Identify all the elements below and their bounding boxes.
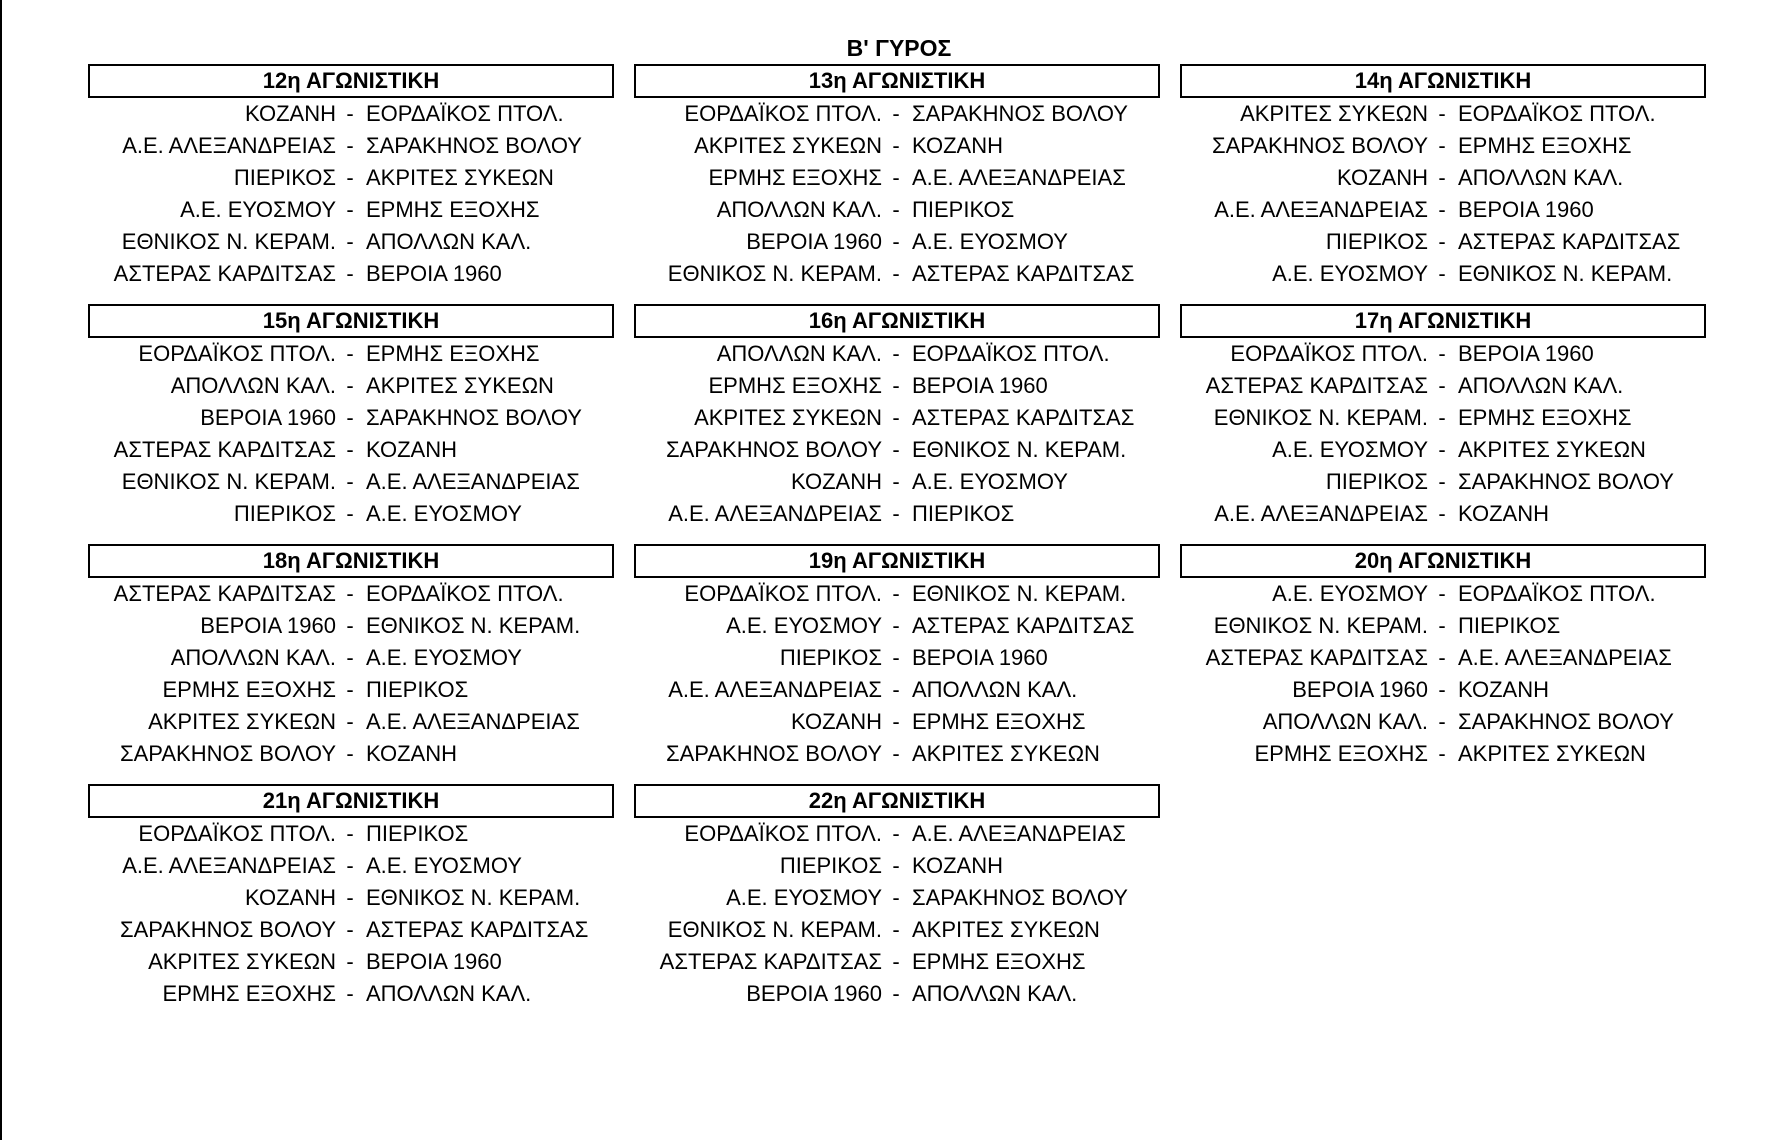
away-team: ΣΑΡΑΚΗΝΟΣ ΒΟΛΟΥ: [366, 133, 582, 158]
page-title: Β' ΓΥΡΟΣ: [846, 35, 952, 61]
match-row: [634, 914, 1160, 946]
match-row: [1180, 194, 1706, 226]
away-team: ΣΑΡΑΚΗΝΟΣ ΒΟΛΟΥ: [912, 101, 1128, 126]
home-team: ΕΟΡΔΑΪΚΟΣ ΠΤΟΛ.: [684, 101, 882, 126]
match-separator: -: [1438, 341, 1446, 366]
home-team: ΣΑΡΑΚΗΝΟΣ ΒΟΛΟΥ: [120, 741, 336, 766]
home-team: ΚΟΖΑΝΗ: [1337, 165, 1428, 190]
home-team: ΕΡΜΗΣ ΕΞΟΧΗΣ: [162, 677, 336, 702]
match-separator: -: [346, 405, 354, 430]
round-header: 20η ΑΓΩΝΙΣΤΙΚΗ: [1180, 544, 1706, 578]
away-team: ΑΚΡΙΤΕΣ ΣΥΚΕΩΝ: [366, 373, 554, 398]
round-block: [634, 64, 1160, 290]
match-row: [1180, 578, 1706, 610]
match-separator: -: [892, 853, 900, 878]
match-row: [88, 338, 614, 370]
away-team: ΑΠΟΛΛΩΝ ΚΑΛ.: [366, 981, 532, 1006]
match-separator: -: [346, 645, 354, 670]
match-row: [88, 642, 614, 674]
away-team: ΕΟΡΔΑΪΚΟΣ ΠΤΟΛ.: [1458, 581, 1656, 606]
match-separator: -: [1438, 613, 1446, 638]
round-header: 19η ΑΓΩΝΙΣΤΙΚΗ: [634, 544, 1160, 578]
away-team: ΕΡΜΗΣ ΕΞΟΧΗΣ: [912, 709, 1086, 734]
away-team: ΕΘΝΙΚΟΣ Ν. ΚΕΡΑΜ.: [912, 581, 1127, 606]
match-separator: -: [892, 741, 900, 766]
match-row: [634, 946, 1160, 978]
match-row: [1180, 466, 1706, 498]
home-team: ΚΟΖΑΝΗ: [245, 885, 336, 910]
match-separator: -: [1438, 261, 1446, 286]
match-separator: -: [892, 917, 900, 942]
match-separator: -: [892, 341, 900, 366]
home-team: ΑΚΡΙΤΕΣ ΣΥΚΕΩΝ: [694, 405, 882, 430]
match-row: [88, 258, 614, 290]
match-row: [88, 946, 614, 978]
away-team: Α.Ε. ΕΥΟΣΜΟΥ: [366, 853, 522, 878]
match-row: [88, 162, 614, 194]
home-team: ΕΟΡΔΑΪΚΟΣ ΠΤΟΛ.: [138, 341, 336, 366]
home-team: ΑΚΡΙΤΕΣ ΣΥΚΕΩΝ: [694, 133, 882, 158]
match-row: [88, 578, 614, 610]
match-separator: -: [346, 133, 354, 158]
match-row: [634, 466, 1160, 498]
home-team: ΕΡΜΗΣ ΕΞΟΧΗΣ: [708, 165, 882, 190]
match-separator: -: [1438, 405, 1446, 430]
away-team: ΑΠΟΛΛΩΝ ΚΑΛ.: [366, 229, 532, 254]
match-row: [1180, 226, 1706, 258]
match-row: [88, 402, 614, 434]
match-row: [634, 738, 1160, 770]
match-row: [634, 578, 1160, 610]
match-separator: -: [346, 581, 354, 606]
match-separator: -: [346, 101, 354, 126]
match-row: [634, 642, 1160, 674]
match-separator: -: [346, 165, 354, 190]
match-row: [1180, 610, 1706, 642]
match-separator: -: [346, 949, 354, 974]
match-row: [634, 226, 1160, 258]
match-separator: -: [346, 469, 354, 494]
away-team: ΕΡΜΗΣ ΕΞΟΧΗΣ: [366, 197, 540, 222]
match-row: [1180, 370, 1706, 402]
match-row: [1180, 498, 1706, 530]
away-team: ΠΙΕΡΙΚΟΣ: [1458, 613, 1561, 638]
home-team: ΕΟΡΔΑΪΚΟΣ ΠΤΟΛ.: [138, 821, 336, 846]
match-row: [88, 226, 614, 258]
home-team: ΣΑΡΑΚΗΝΟΣ ΒΟΛΟΥ: [666, 741, 882, 766]
home-team: ΑΚΡΙΤΕΣ ΣΥΚΕΩΝ: [148, 949, 336, 974]
home-team: ΒΕΡΟΙΑ 1960: [200, 405, 336, 430]
home-team: ΑΠΟΛΛΩΝ ΚΑΛ.: [170, 645, 336, 670]
match-row: [88, 818, 614, 850]
match-separator: -: [346, 261, 354, 286]
match-row: [1180, 434, 1706, 466]
home-team: ΑΣΤΕΡΑΣ ΚΑΡΔΙΤΣΑΣ: [113, 581, 336, 606]
away-team: ΑΣΤΕΡΑΣ ΚΑΡΔΙΤΣΑΣ: [912, 613, 1135, 638]
match-separator: -: [892, 981, 900, 1006]
match-separator: -: [892, 229, 900, 254]
away-team: ΚΟΖΑΝΗ: [366, 741, 457, 766]
home-team: ΕΡΜΗΣ ΕΞΟΧΗΣ: [162, 981, 336, 1006]
match-separator: -: [892, 709, 900, 734]
match-separator: -: [892, 437, 900, 462]
away-team: ΑΚΡΙΤΕΣ ΣΥΚΕΩΝ: [1458, 741, 1646, 766]
home-team: ΕΘΝΙΚΟΣ Ν. ΚΕΡΑΜ.: [121, 469, 336, 494]
home-team: Α.Ε. ΑΛΕΞΑΝΔΡΕΙΑΣ: [668, 501, 882, 526]
home-team: ΑΠΟΛΛΩΝ ΚΑΛ.: [716, 197, 882, 222]
match-separator: -: [346, 821, 354, 846]
away-team: ΒΕΡΟΙΑ 1960: [1458, 341, 1594, 366]
match-separator: -: [892, 949, 900, 974]
match-row: [634, 850, 1160, 882]
home-team: ΕΟΡΔΑΪΚΟΣ ΠΤΟΛ.: [684, 821, 882, 846]
away-team: ΣΑΡΑΚΗΝΟΣ ΒΟΛΟΥ: [1458, 469, 1674, 494]
match-row: [634, 706, 1160, 738]
match-row: [634, 98, 1160, 130]
home-team: Α.Ε. ΕΥΟΣΜΟΥ: [180, 197, 336, 222]
match-row: [634, 370, 1160, 402]
match-separator: -: [346, 501, 354, 526]
match-row: [634, 818, 1160, 850]
home-team: Α.Ε. ΑΛΕΞΑΝΔΡΕΙΑΣ: [122, 853, 336, 878]
away-team: Α.Ε. ΑΛΕΞΑΝΔΡΕΙΑΣ: [366, 469, 580, 494]
round-header: 14η ΑΓΩΝΙΣΤΙΚΗ: [1180, 64, 1706, 98]
round-block: [1180, 64, 1706, 290]
home-team: ΕΡΜΗΣ ΕΞΟΧΗΣ: [708, 373, 882, 398]
match-row: [634, 978, 1160, 1010]
left-border-line: [0, 0, 2, 1140]
round-header: 18η ΑΓΩΝΙΣΤΙΚΗ: [88, 544, 614, 578]
round-header: 22η ΑΓΩΝΙΣΤΙΚΗ: [634, 784, 1160, 818]
away-team: ΕΘΝΙΚΟΣ Ν. ΚΕΡΑΜ.: [366, 613, 581, 638]
home-team: ΚΟΖΑΝΗ: [791, 469, 882, 494]
away-team: ΕΡΜΗΣ ΕΞΟΧΗΣ: [366, 341, 540, 366]
away-team: ΑΚΡΙΤΕΣ ΣΥΚΕΩΝ: [366, 165, 554, 190]
match-separator: -: [1438, 197, 1446, 222]
match-separator: -: [346, 677, 354, 702]
match-row: [1180, 258, 1706, 290]
match-separator: -: [346, 373, 354, 398]
match-separator: -: [346, 981, 354, 1006]
round-block: [88, 304, 614, 530]
away-team: ΑΚΡΙΤΕΣ ΣΥΚΕΩΝ: [912, 917, 1100, 942]
round-header: 16η ΑΓΩΝΙΣΤΙΚΗ: [634, 304, 1160, 338]
away-team: ΒΕΡΟΙΑ 1960: [912, 373, 1048, 398]
round-block: [1180, 304, 1706, 530]
home-team: ΑΚΡΙΤΕΣ ΣΥΚΕΩΝ: [148, 709, 336, 734]
home-team: ΑΠΟΛΛΩΝ ΚΑΛ.: [170, 373, 336, 398]
away-team: ΕΡΜΗΣ ΕΞΟΧΗΣ: [912, 949, 1086, 974]
home-team: ΣΑΡΑΚΗΝΟΣ ΒΟΛΟΥ: [1212, 133, 1428, 158]
home-team: ΕΘΝΙΚΟΣ Ν. ΚΕΡΑΜ.: [121, 229, 336, 254]
away-team: Α.Ε. ΕΥΟΣΜΟΥ: [912, 229, 1068, 254]
match-row: [634, 402, 1160, 434]
round-block: [634, 304, 1160, 530]
home-team: Α.Ε. ΕΥΟΣΜΟΥ: [1272, 581, 1428, 606]
round-block: [634, 544, 1160, 770]
home-team: ΒΕΡΟΙΑ 1960: [200, 613, 336, 638]
home-team: ΕΡΜΗΣ ΕΞΟΧΗΣ: [1254, 741, 1428, 766]
home-team: Α.Ε. ΑΛΕΞΑΝΔΡΕΙΑΣ: [1214, 197, 1428, 222]
round-header: 15η ΑΓΩΝΙΣΤΙΚΗ: [88, 304, 614, 338]
home-team: ΑΣΤΕΡΑΣ ΚΑΡΔΙΤΣΑΣ: [1205, 645, 1428, 670]
match-separator: -: [1438, 437, 1446, 462]
home-team: ΠΙΕΡΙΚΟΣ: [779, 853, 882, 878]
match-row: [634, 258, 1160, 290]
home-team: ΑΣΤΕΡΑΣ ΚΑΡΔΙΤΣΑΣ: [113, 437, 336, 462]
home-team: ΑΚΡΙΤΕΣ ΣΥΚΕΩΝ: [1240, 101, 1428, 126]
match-separator: -: [892, 645, 900, 670]
home-team: ΕΟΡΔΑΪΚΟΣ ΠΤΟΛ.: [684, 581, 882, 606]
round-header: 17η ΑΓΩΝΙΣΤΙΚΗ: [1180, 304, 1706, 338]
home-team: ΣΑΡΑΚΗΝΟΣ ΒΟΛΟΥ: [120, 917, 336, 942]
home-team: ΑΠΟΛΛΩΝ ΚΑΛ.: [716, 341, 882, 366]
home-team: ΑΣΤΕΡΑΣ ΚΑΡΔΙΤΣΑΣ: [1205, 373, 1428, 398]
home-team: Α.Ε. ΕΥΟΣΜΟΥ: [1272, 437, 1428, 462]
away-team: ΣΑΡΑΚΗΝΟΣ ΒΟΛΟΥ: [912, 885, 1128, 910]
match-separator: -: [892, 405, 900, 430]
away-team: ΚΟΖΑΝΗ: [1458, 501, 1549, 526]
round-block: [634, 784, 1160, 1010]
match-separator: -: [892, 581, 900, 606]
away-team: ΑΣΤΕΡΑΣ ΚΑΡΔΙΤΣΑΣ: [366, 917, 589, 942]
away-team: Α.Ε. ΕΥΟΣΜΟΥ: [366, 501, 522, 526]
home-team: ΑΣΤΕΡΑΣ ΚΑΡΔΙΤΣΑΣ: [113, 261, 336, 286]
match-row: [88, 498, 614, 530]
match-separator: -: [1438, 101, 1446, 126]
away-team: ΒΕΡΟΙΑ 1960: [1458, 197, 1594, 222]
match-separator: -: [1438, 741, 1446, 766]
home-team: ΕΘΝΙΚΟΣ Ν. ΚΕΡΑΜ.: [667, 917, 882, 942]
home-team: ΠΙΕΡΙΚΟΣ: [1325, 229, 1428, 254]
away-team: ΑΠΟΛΛΩΝ ΚΑΛ.: [1458, 165, 1624, 190]
match-separator: -: [346, 741, 354, 766]
away-team: ΕΘΝΙΚΟΣ Ν. ΚΕΡΑΜ.: [912, 437, 1127, 462]
round-block: [88, 64, 614, 290]
away-team: ΑΠΟΛΛΩΝ ΚΑΛ.: [912, 981, 1078, 1006]
away-team: ΑΣΤΕΡΑΣ ΚΑΡΔΙΤΣΑΣ: [1458, 229, 1681, 254]
away-team: ΠΙΕΡΙΚΟΣ: [912, 197, 1015, 222]
away-team: Α.Ε. ΑΛΕΞΑΝΔΡΕΙΑΣ: [366, 709, 580, 734]
away-team: ΣΑΡΑΚΗΝΟΣ ΒΟΛΟΥ: [366, 405, 582, 430]
match-separator: -: [892, 101, 900, 126]
home-team: ΑΣΤΕΡΑΣ ΚΑΡΔΙΤΣΑΣ: [659, 949, 882, 974]
match-row: [634, 498, 1160, 530]
away-team: ΒΕΡΟΙΑ 1960: [366, 261, 502, 286]
round-header: 13η ΑΓΩΝΙΣΤΙΚΗ: [634, 64, 1160, 98]
match-row: [88, 882, 614, 914]
home-team: ΣΑΡΑΚΗΝΟΣ ΒΟΛΟΥ: [666, 437, 882, 462]
match-row: [88, 978, 614, 1010]
away-team: Α.Ε. ΕΥΟΣΜΟΥ: [366, 645, 522, 670]
match-row: [634, 674, 1160, 706]
round-block: [1180, 544, 1706, 770]
match-separator: -: [892, 677, 900, 702]
match-separator: -: [346, 229, 354, 254]
match-separator: -: [892, 885, 900, 910]
match-row: [88, 914, 614, 946]
match-row: [88, 98, 614, 130]
match-separator: -: [892, 373, 900, 398]
away-team: ΕΡΜΗΣ ΕΞΟΧΗΣ: [1458, 133, 1632, 158]
home-team: ΠΙΕΡΙΚΟΣ: [233, 501, 336, 526]
away-team: ΠΙΕΡΙΚΟΣ: [366, 821, 469, 846]
home-team: ΠΙΕΡΙΚΟΣ: [233, 165, 336, 190]
match-row: [88, 466, 614, 498]
match-row: [634, 882, 1160, 914]
match-separator: -: [1438, 677, 1446, 702]
away-team: ΑΠΟΛΛΩΝ ΚΑΛ.: [1458, 373, 1624, 398]
match-row: [1180, 338, 1706, 370]
match-row: [1180, 738, 1706, 770]
away-team: Α.Ε. ΑΛΕΞΑΝΔΡΕΙΑΣ: [912, 821, 1126, 846]
match-row: [1180, 402, 1706, 434]
away-team: ΕΡΜΗΣ ΕΞΟΧΗΣ: [1458, 405, 1632, 430]
away-team: ΕΟΡΔΑΪΚΟΣ ΠΤΟΛ.: [1458, 101, 1656, 126]
match-separator: -: [892, 821, 900, 846]
away-team: ΑΣΤΕΡΑΣ ΚΑΡΔΙΤΣΑΣ: [912, 261, 1135, 286]
away-team: ΒΕΡΟΙΑ 1960: [366, 949, 502, 974]
home-team: ΕΘΝΙΚΟΣ Ν. ΚΕΡΑΜ.: [667, 261, 882, 286]
home-team: ΕΟΡΔΑΪΚΟΣ ΠΤΟΛ.: [1230, 341, 1428, 366]
away-team: ΣΑΡΑΚΗΝΟΣ ΒΟΛΟΥ: [1458, 709, 1674, 734]
match-separator: -: [346, 437, 354, 462]
match-separator: -: [346, 853, 354, 878]
round-block: [88, 544, 614, 770]
home-team: Α.Ε. ΑΛΕΞΑΝΔΡΕΙΑΣ: [1214, 501, 1428, 526]
match-separator: -: [892, 133, 900, 158]
match-separator: -: [346, 709, 354, 734]
home-team: ΚΟΖΑΝΗ: [245, 101, 336, 126]
home-team: ΒΕΡΟΙΑ 1960: [746, 981, 882, 1006]
home-team: Α.Ε. ΕΥΟΣΜΟΥ: [1272, 261, 1428, 286]
match-separator: -: [1438, 645, 1446, 670]
away-team: Α.Ε. ΕΥΟΣΜΟΥ: [912, 469, 1068, 494]
match-separator: -: [892, 469, 900, 494]
away-team: ΚΟΖΑΝΗ: [366, 437, 457, 462]
away-team: ΑΠΟΛΛΩΝ ΚΑΛ.: [912, 677, 1078, 702]
home-team: ΕΘΝΙΚΟΣ Ν. ΚΕΡΑΜ.: [1213, 405, 1428, 430]
away-team: ΠΙΕΡΙΚΟΣ: [366, 677, 469, 702]
match-separator: -: [1438, 501, 1446, 526]
match-row: [1180, 674, 1706, 706]
match-row: [634, 610, 1160, 642]
match-row: [88, 706, 614, 738]
home-team: ΠΙΕΡΙΚΟΣ: [1325, 469, 1428, 494]
home-team: Α.Ε. ΕΥΟΣΜΟΥ: [726, 885, 882, 910]
away-team: ΕΘΝΙΚΟΣ Ν. ΚΕΡΑΜ.: [366, 885, 581, 910]
away-team: ΠΙΕΡΙΚΟΣ: [912, 501, 1015, 526]
match-separator: -: [1438, 373, 1446, 398]
match-separator: -: [1438, 133, 1446, 158]
away-team: ΚΟΖΑΝΗ: [912, 133, 1003, 158]
away-team: ΕΟΡΔΑΪΚΟΣ ΠΤΟΛ.: [912, 341, 1110, 366]
away-team: ΚΟΖΑΝΗ: [912, 853, 1003, 878]
home-team: ΒΕΡΟΙΑ 1960: [1292, 677, 1428, 702]
match-separator: -: [892, 165, 900, 190]
match-row: [634, 434, 1160, 466]
match-separator: -: [1438, 229, 1446, 254]
match-separator: -: [346, 341, 354, 366]
match-row: [88, 610, 614, 642]
match-separator: -: [892, 197, 900, 222]
match-row: [634, 130, 1160, 162]
match-row: [1180, 162, 1706, 194]
away-team: ΑΚΡΙΤΕΣ ΣΥΚΕΩΝ: [1458, 437, 1646, 462]
match-separator: -: [1438, 165, 1446, 190]
home-team: ΠΙΕΡΙΚΟΣ: [779, 645, 882, 670]
round-header: 12η ΑΓΩΝΙΣΤΙΚΗ: [88, 64, 614, 98]
match-separator: -: [892, 613, 900, 638]
match-row: [88, 738, 614, 770]
home-team: Α.Ε. ΑΛΕΞΑΝΔΡΕΙΑΣ: [668, 677, 882, 702]
match-separator: -: [346, 197, 354, 222]
away-team: ΕΟΡΔΑΪΚΟΣ ΠΤΟΛ.: [366, 101, 564, 126]
match-separator: -: [1438, 709, 1446, 734]
match-separator: -: [346, 917, 354, 942]
match-separator: -: [892, 261, 900, 286]
away-team: ΑΚΡΙΤΕΣ ΣΥΚΕΩΝ: [912, 741, 1100, 766]
match-row: [634, 194, 1160, 226]
home-team: ΚΟΖΑΝΗ: [791, 709, 882, 734]
round-block: [88, 784, 614, 1010]
match-separator: -: [346, 885, 354, 910]
match-separator: -: [892, 501, 900, 526]
match-row: [88, 370, 614, 402]
away-team: ΒΕΡΟΙΑ 1960: [912, 645, 1048, 670]
home-team: ΕΘΝΙΚΟΣ Ν. ΚΕΡΑΜ.: [1213, 613, 1428, 638]
away-team: ΑΣΤΕΡΑΣ ΚΑΡΔΙΤΣΑΣ: [912, 405, 1135, 430]
home-team: ΑΠΟΛΛΩΝ ΚΑΛ.: [1262, 709, 1428, 734]
match-row: [88, 130, 614, 162]
match-row: [1180, 642, 1706, 674]
match-row: [88, 194, 614, 226]
away-team: ΚΟΖΑΝΗ: [1458, 677, 1549, 702]
round-header: 21η ΑΓΩΝΙΣΤΙΚΗ: [88, 784, 614, 818]
match-row: [1180, 98, 1706, 130]
away-team: ΕΟΡΔΑΪΚΟΣ ΠΤΟΛ.: [366, 581, 564, 606]
home-team: Α.Ε. ΕΥΟΣΜΟΥ: [726, 613, 882, 638]
match-separator: -: [1438, 581, 1446, 606]
match-separator: -: [1438, 469, 1446, 494]
match-separator: -: [346, 613, 354, 638]
match-row: [1180, 706, 1706, 738]
match-row: [88, 674, 614, 706]
match-row: [634, 338, 1160, 370]
match-row: [88, 850, 614, 882]
away-team: Α.Ε. ΑΛΕΞΑΝΔΡΕΙΑΣ: [1458, 645, 1672, 670]
match-row: [634, 162, 1160, 194]
away-team: ΕΘΝΙΚΟΣ Ν. ΚΕΡΑΜ.: [1458, 261, 1673, 286]
home-team: Α.Ε. ΑΛΕΞΑΝΔΡΕΙΑΣ: [122, 133, 336, 158]
away-team: Α.Ε. ΑΛΕΞΑΝΔΡΕΙΑΣ: [912, 165, 1126, 190]
home-team: ΒΕΡΟΙΑ 1960: [746, 229, 882, 254]
match-row: [1180, 130, 1706, 162]
match-row: [88, 434, 614, 466]
